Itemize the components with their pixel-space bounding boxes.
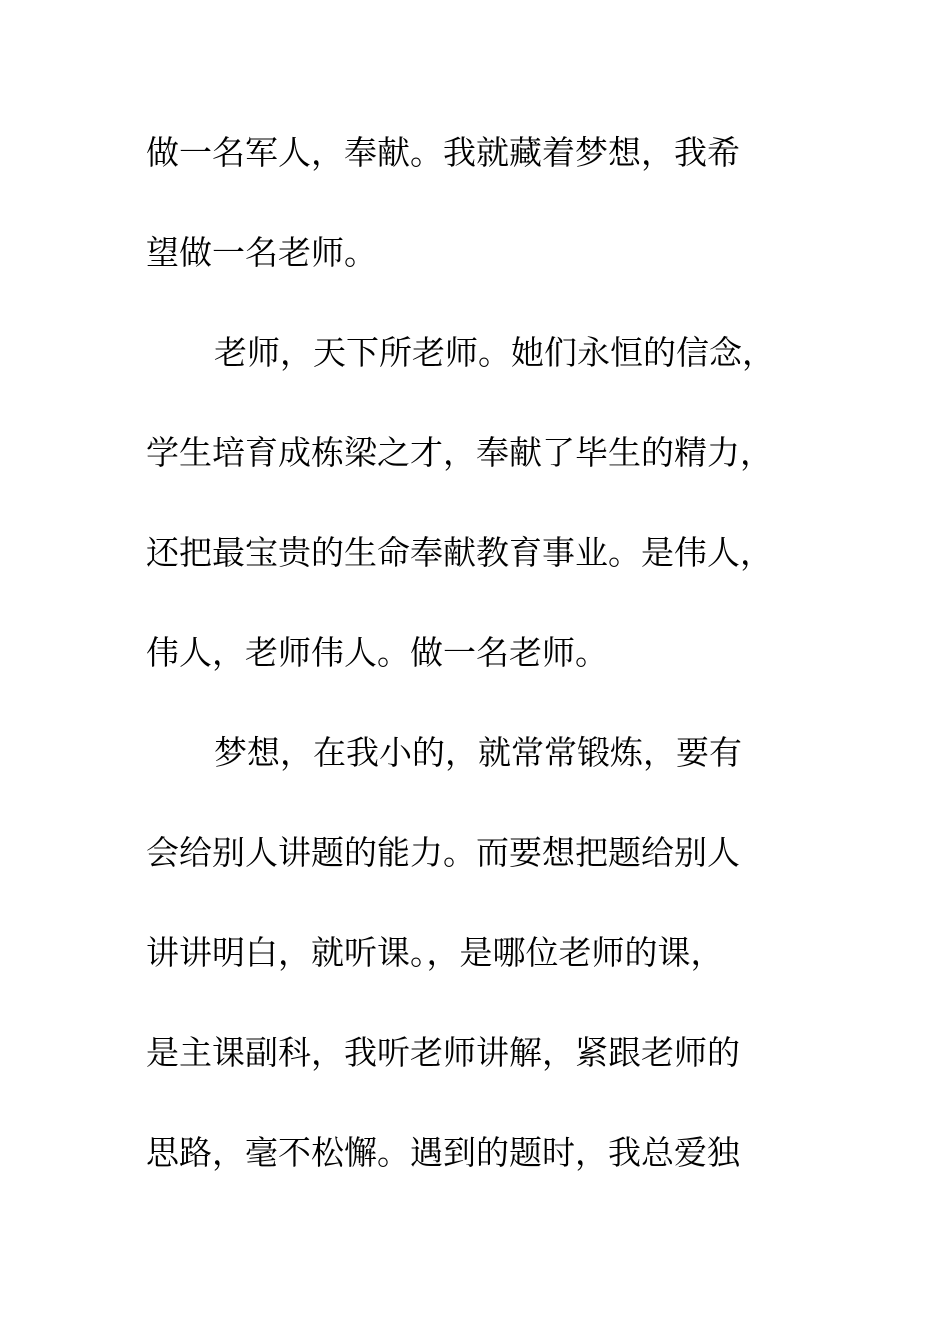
text-line: 伟人，老师伟人。做一名老师。 [146,633,608,672]
text-line: 学生培育成栋梁之才，奉献了毕生的精力， [146,433,773,472]
text-line: 讲讲明白，就听课。，是哪位老师的课， [146,933,724,972]
text-line: 思路，毫不松懈。遇到的题时，我总爱独 [146,1133,740,1172]
paragraph-start-line: 老师，天下所老师。她们永恒的信念， [214,333,775,372]
text-line: 望做一名老师。 [146,233,377,272]
text-line: 会给别人讲题的能力。而要想把题给别人 [146,833,740,872]
text-line: 是主课副科，我听老师讲解，紧跟老师的 [146,1033,740,1072]
text-line: 做一名军人，奉献。我就藏着梦想，我希 [146,133,740,172]
text-line: 还把最宝贵的生命奉献教育事业。是伟人， [146,533,773,572]
paragraph-start-line: 梦想，在我小的，就常常锻炼，要有 [214,733,742,772]
body-text [146,123,806,1223]
